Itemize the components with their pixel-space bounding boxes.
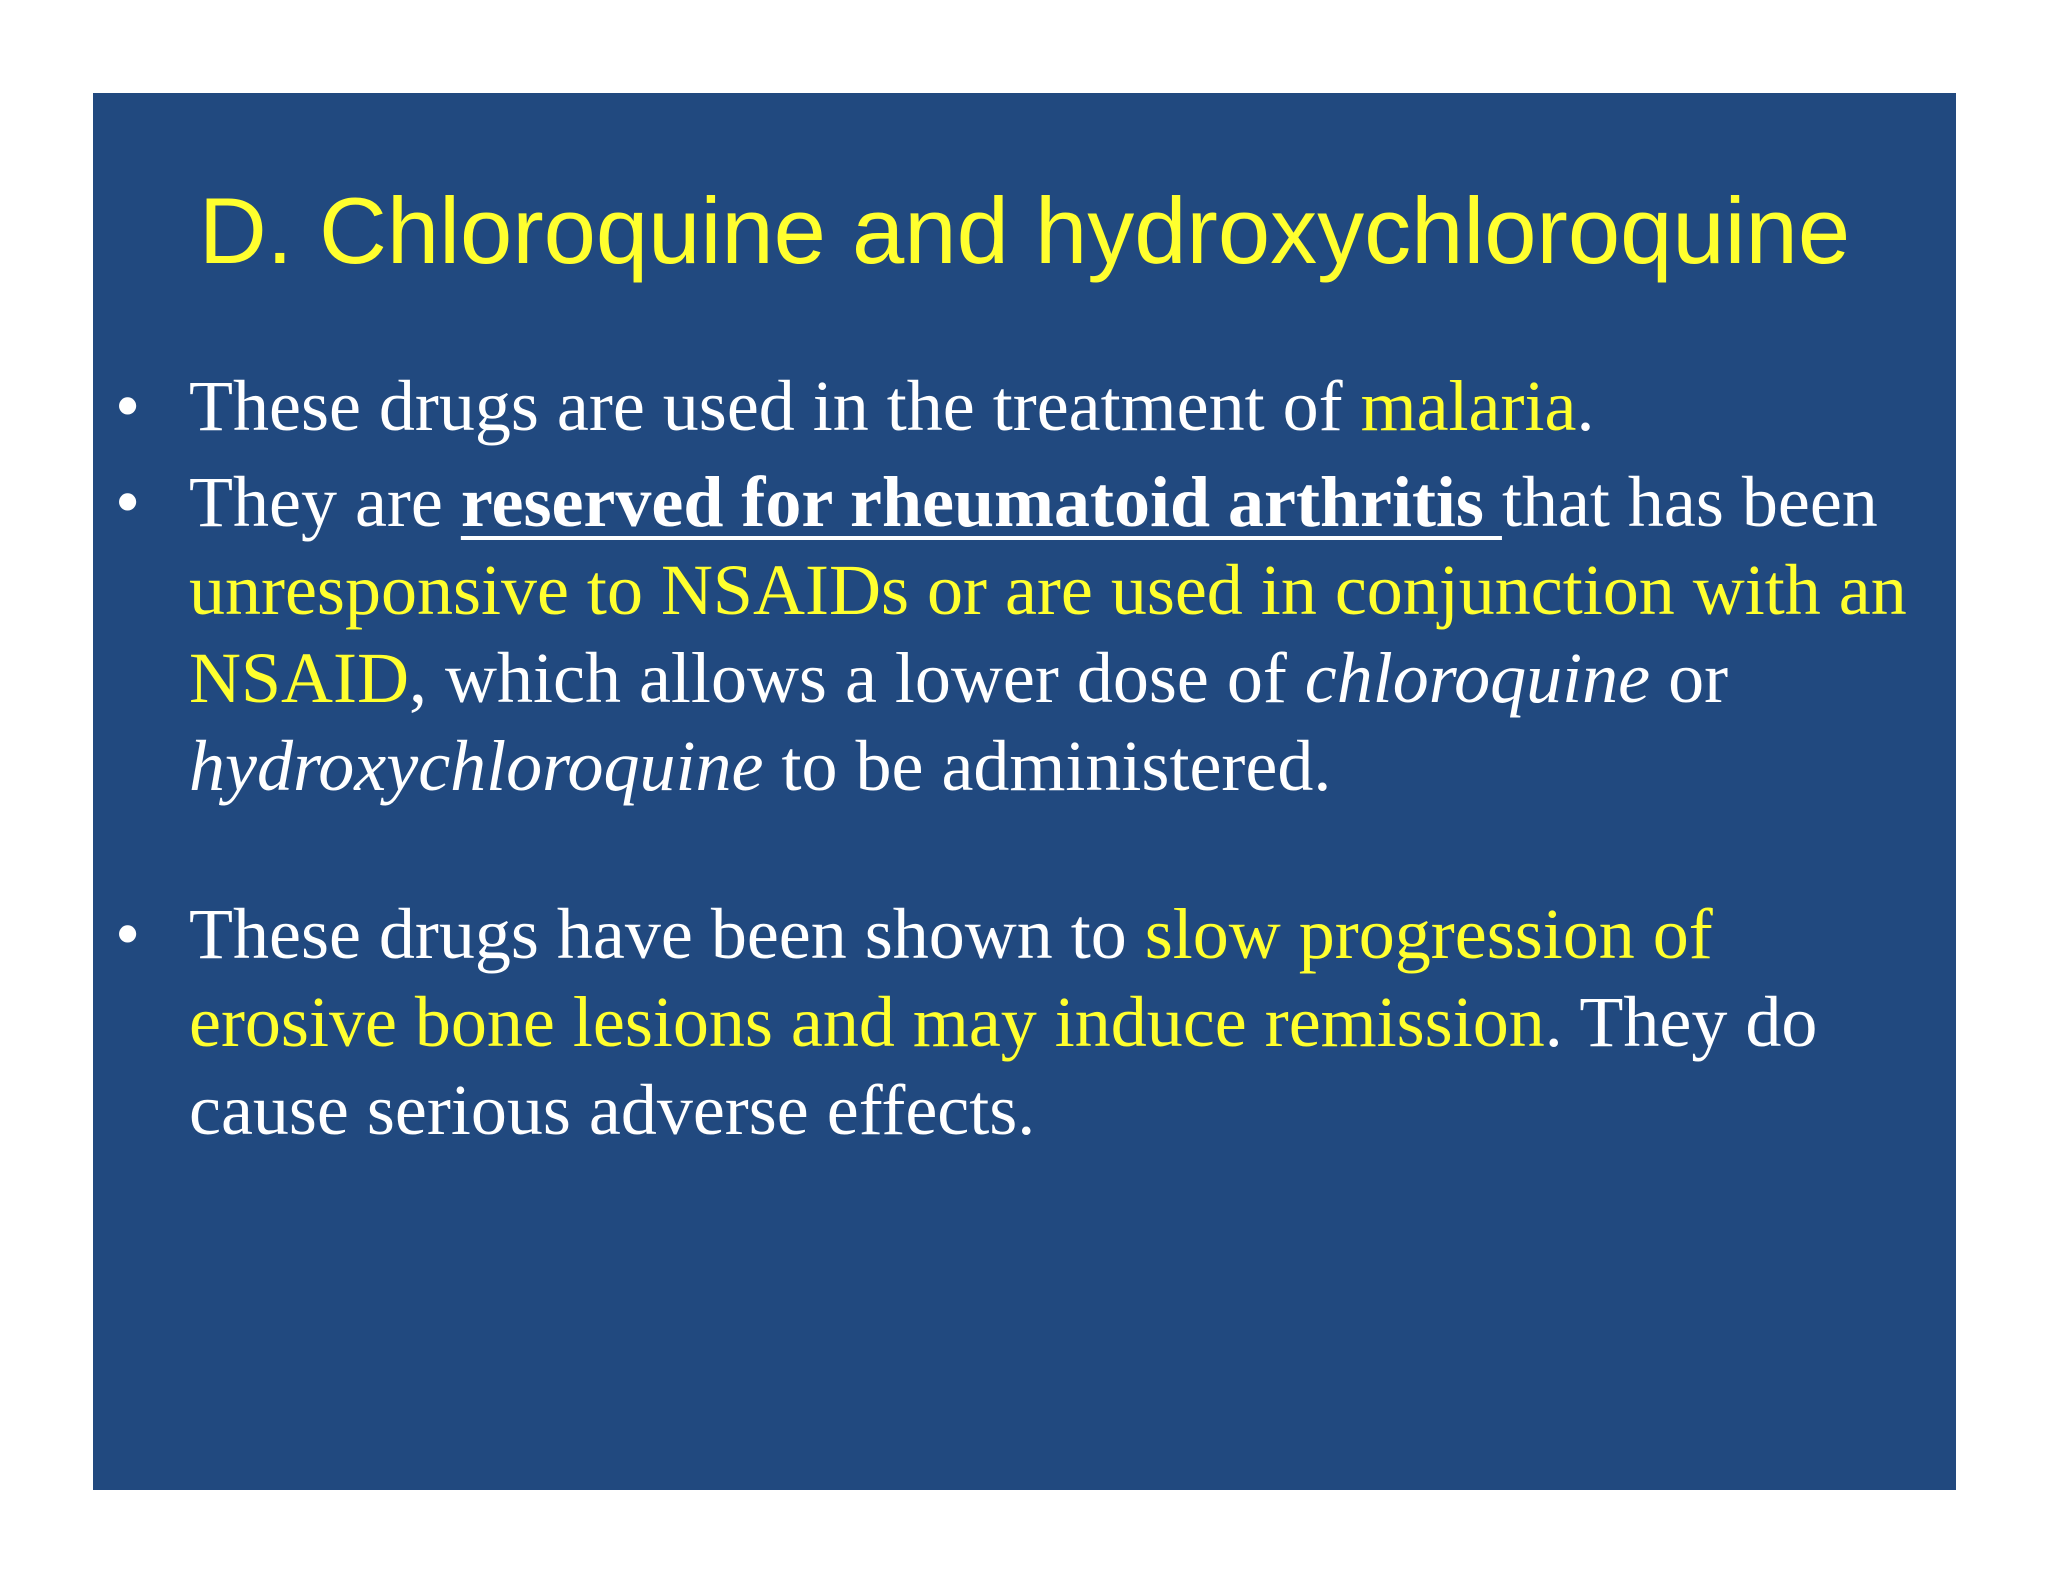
highlight-text: unresponsive to NSAIDs or are used in conjunction with an NSAID: [189, 550, 1907, 718]
bullet-list: [93, 362, 1956, 1162]
bullet-text: that has been: [1501, 462, 1878, 542]
drug-name-italic: chloroquine: [1304, 638, 1651, 718]
bullet-dot-icon: •: [115, 366, 141, 446]
slide: [93, 93, 1956, 1490]
highlight-text: slow progression of erosive bone lesions and may induce remission: [189, 894, 1713, 1062]
bullet-text: These drugs are used in the treatment of: [189, 366, 1361, 446]
bullet-text: , which allows a lower dose of: [409, 638, 1305, 718]
emphasized-text: reserved for rheumatoid arthritis: [460, 462, 1502, 542]
drug-name-italic: hydroxychloroquine: [189, 726, 764, 806]
bullet-dot-icon: •: [115, 894, 141, 974]
bullet-text: or: [1650, 638, 1729, 718]
bullet-text: to be administered.: [763, 726, 1332, 806]
slide-title: D. Chloroquine and hydroxychloroquine: [198, 178, 1851, 283]
bullet-text: They are: [189, 462, 461, 542]
bullet-text: . They do cause serious adverse effects.: [189, 982, 1818, 1150]
bullet-text: .: [1576, 366, 1595, 446]
bullet-text: These drugs have been shown to: [189, 894, 1145, 974]
highlight-text: malaria: [1360, 366, 1577, 446]
bullet-item-malaria: [93, 362, 1934, 450]
bullet-dot-icon: •: [115, 462, 141, 542]
bullet-item-rheumatoid: [93, 458, 1934, 810]
bullet-item-progression: [93, 890, 1934, 1154]
